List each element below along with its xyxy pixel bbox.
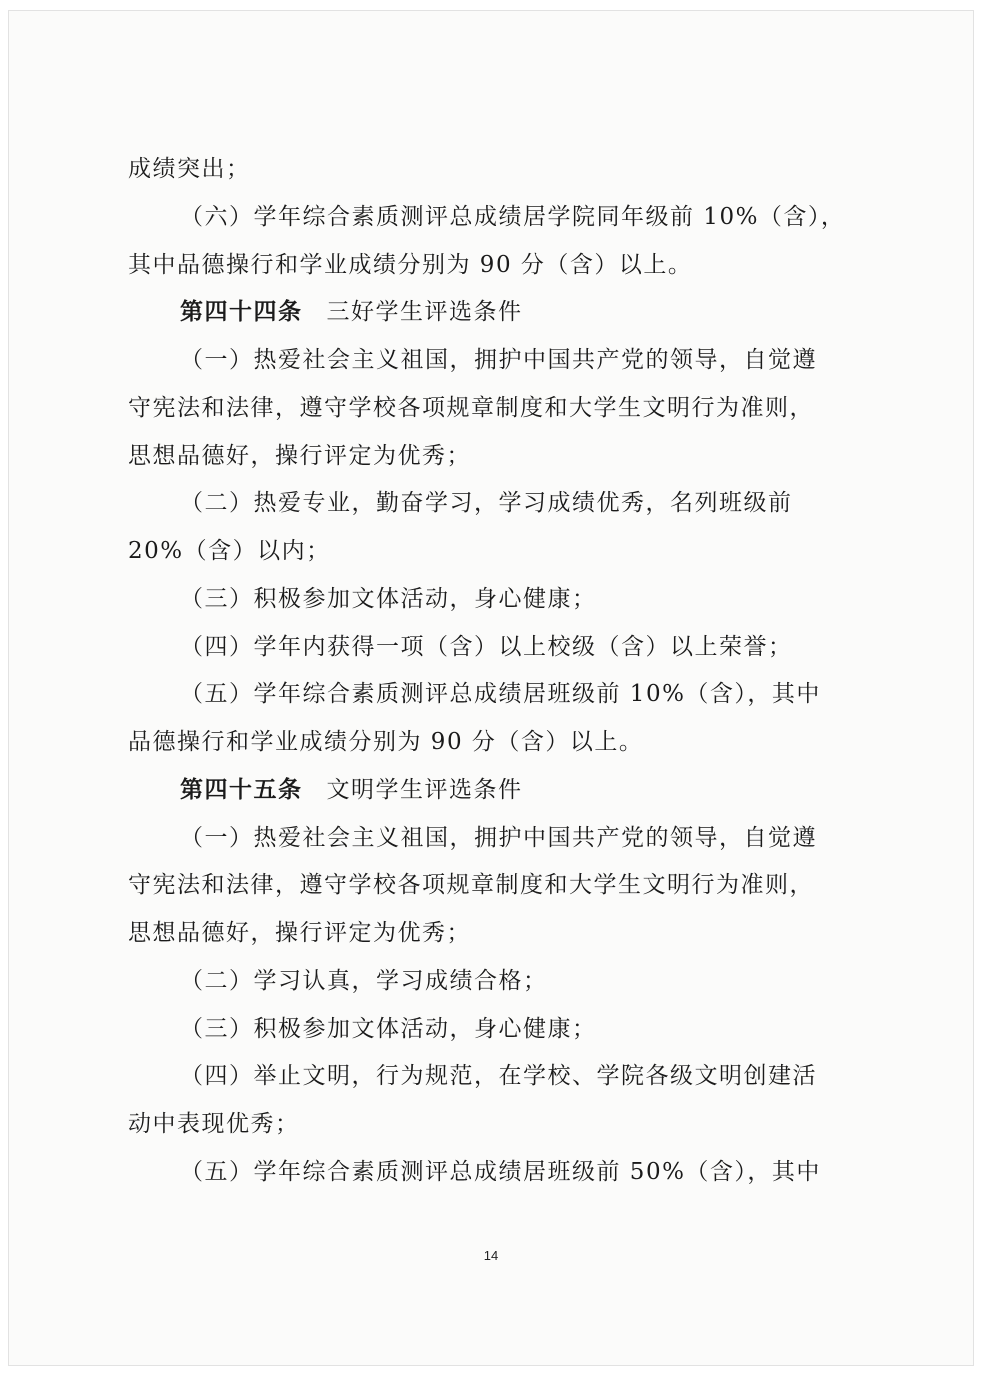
article-44-heading bbox=[180, 297, 523, 327]
text-line: （一）热爱社会主义祖国，拥护中国共产党的领导，自觉遵 bbox=[180, 825, 817, 851]
text-line: （四）举止文明，行为规范，在学校、学院各级文明创建活 bbox=[180, 1063, 817, 1089]
text-line: 思想品德好，操行评定为优秀； bbox=[128, 443, 471, 469]
text-line: （五）学年综合素质测评总成绩居班级前 10%（含），其中 bbox=[180, 681, 821, 707]
text-line: （二）学习认真，学习成绩合格； bbox=[180, 968, 548, 994]
article-45-number: 第四十五条 bbox=[180, 776, 303, 803]
text-line: （三）积极参加文体活动，身心健康； bbox=[180, 586, 597, 612]
text-line: 20%（含）以内； bbox=[128, 538, 331, 564]
text-line: 守宪法和法律，遵守学校各项规章制度和大学生文明行为准则， bbox=[128, 872, 814, 898]
article-44-title: 三好学生评选条件 bbox=[326, 299, 523, 325]
text-line: （四）学年内获得一项（含）以上校级（含）以上荣誉； bbox=[180, 634, 793, 660]
text-line: （三）积极参加文体活动，身心健康； bbox=[180, 1016, 597, 1042]
article-45-title: 文明学生评选条件 bbox=[326, 777, 523, 803]
article-44-number: 第四十四条 bbox=[180, 298, 303, 325]
article-45-heading bbox=[180, 775, 523, 805]
text-line: （一）热爱社会主义祖国，拥护中国共产党的领导，自觉遵 bbox=[180, 347, 817, 373]
text-line: 守宪法和法律，遵守学校各项规章制度和大学生文明行为准则， bbox=[128, 395, 814, 421]
text-line: （五）学年综合素质测评总成绩居班级前 50%（含），其中 bbox=[180, 1159, 821, 1185]
text-line: 动中表现优秀； bbox=[128, 1111, 300, 1137]
text-line: （六）学年综合素质测评总成绩居学院同年级前 10%（含）， bbox=[180, 204, 846, 230]
text-line: 品德操行和学业成绩分别为 90 分（含）以上。 bbox=[128, 729, 644, 755]
text-line: 思想品德好，操行评定为优秀； bbox=[128, 920, 471, 946]
text-line: （二）热爱专业，勤奋学习，学习成绩优秀，名列班级前 bbox=[180, 490, 793, 516]
text-line: 成绩突出； bbox=[128, 156, 251, 182]
page-number: 14 bbox=[483, 1248, 499, 1263]
text-line: 其中品德操行和学业成绩分别为 90 分（含）以上。 bbox=[128, 252, 693, 278]
